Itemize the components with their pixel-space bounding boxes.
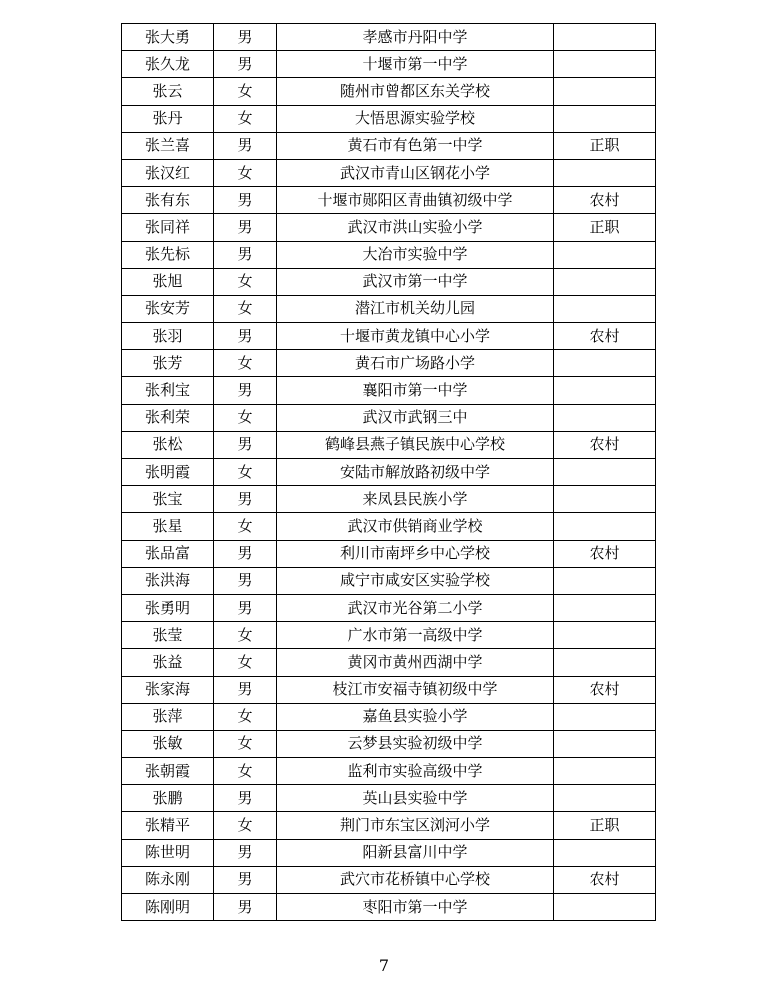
cell-sex: 男 <box>214 51 277 78</box>
cell-name: 张宝 <box>122 486 214 513</box>
cell-note <box>554 295 656 322</box>
table-row <box>122 594 656 621</box>
roster-table <box>121 23 656 921</box>
cell-note <box>554 241 656 268</box>
table-row <box>122 703 656 730</box>
cell-school: 大悟思源实验学校 <box>277 105 554 132</box>
cell-school: 监利市实验高级中学 <box>277 758 554 785</box>
cell-note: 农村 <box>554 866 656 893</box>
cell-name: 张先标 <box>122 241 214 268</box>
table-row <box>122 241 656 268</box>
cell-school: 随州市曾都区东关学校 <box>277 78 554 105</box>
cell-sex: 男 <box>214 785 277 812</box>
cell-sex: 女 <box>214 703 277 730</box>
cell-school: 十堰市第一中学 <box>277 51 554 78</box>
cell-school: 武汉市洪山实验小学 <box>277 214 554 241</box>
cell-school: 武汉市光谷第二小学 <box>277 594 554 621</box>
table-row <box>122 323 656 350</box>
table-row <box>122 431 656 458</box>
cell-school: 黄冈市黄州西湖中学 <box>277 649 554 676</box>
cell-note <box>554 105 656 132</box>
cell-note: 正职 <box>554 214 656 241</box>
cell-school: 十堰市黄龙镇中心小学 <box>277 323 554 350</box>
table-row <box>122 404 656 431</box>
cell-school: 广水市第一高级中学 <box>277 622 554 649</box>
cell-sex: 女 <box>214 404 277 431</box>
table-row <box>122 785 656 812</box>
table-row <box>122 459 656 486</box>
roster-table-body <box>122 24 656 921</box>
cell-note <box>554 513 656 540</box>
table-row <box>122 730 656 757</box>
table-row <box>122 676 656 703</box>
cell-name: 张利荣 <box>122 404 214 431</box>
cell-school: 十堰市郧阳区青曲镇初级中学 <box>277 187 554 214</box>
cell-sex: 男 <box>214 132 277 159</box>
cell-school: 武汉市青山区钢花小学 <box>277 159 554 186</box>
cell-name: 张精平 <box>122 812 214 839</box>
cell-name: 张兰喜 <box>122 132 214 159</box>
cell-note <box>554 404 656 431</box>
cell-note <box>554 649 656 676</box>
cell-name: 张勇明 <box>122 594 214 621</box>
cell-name: 张敏 <box>122 730 214 757</box>
cell-name: 张同祥 <box>122 214 214 241</box>
cell-sex: 女 <box>214 78 277 105</box>
cell-name: 张洪海 <box>122 567 214 594</box>
cell-note <box>554 159 656 186</box>
cell-note <box>554 486 656 513</box>
cell-sex: 女 <box>214 758 277 785</box>
cell-note <box>554 730 656 757</box>
cell-name: 张朝霞 <box>122 758 214 785</box>
cell-school: 鹤峰县燕子镇民族中心学校 <box>277 431 554 458</box>
cell-sex: 男 <box>214 24 277 51</box>
cell-sex: 男 <box>214 894 277 921</box>
cell-school: 武汉市供销商业学校 <box>277 513 554 540</box>
cell-note <box>554 567 656 594</box>
cell-name: 张汉红 <box>122 159 214 186</box>
cell-sex: 男 <box>214 214 277 241</box>
cell-sex: 男 <box>214 323 277 350</box>
table-row <box>122 377 656 404</box>
cell-sex: 男 <box>214 187 277 214</box>
cell-note <box>554 594 656 621</box>
cell-note <box>554 894 656 921</box>
cell-sex: 女 <box>214 159 277 186</box>
cell-sex: 男 <box>214 241 277 268</box>
cell-school: 英山县实验中学 <box>277 785 554 812</box>
table-row <box>122 894 656 921</box>
cell-school: 黄石市有色第一中学 <box>277 132 554 159</box>
cell-name: 张安芳 <box>122 295 214 322</box>
cell-note <box>554 51 656 78</box>
cell-name: 张松 <box>122 431 214 458</box>
cell-sex: 男 <box>214 839 277 866</box>
cell-note: 农村 <box>554 540 656 567</box>
table-row <box>122 540 656 567</box>
table-row <box>122 78 656 105</box>
table-row <box>122 350 656 377</box>
table-row <box>122 24 656 51</box>
cell-sex: 男 <box>214 676 277 703</box>
cell-name: 张明霞 <box>122 459 214 486</box>
table-row <box>122 513 656 540</box>
cell-name: 张丹 <box>122 105 214 132</box>
cell-note: 农村 <box>554 676 656 703</box>
cell-name: 张星 <box>122 513 214 540</box>
cell-name: 张大勇 <box>122 24 214 51</box>
table-row <box>122 105 656 132</box>
cell-note: 农村 <box>554 187 656 214</box>
table-row <box>122 567 656 594</box>
cell-sex: 男 <box>214 377 277 404</box>
cell-school: 襄阳市第一中学 <box>277 377 554 404</box>
cell-note: 农村 <box>554 323 656 350</box>
cell-note: 正职 <box>554 812 656 839</box>
table-row <box>122 132 656 159</box>
table-row <box>122 866 656 893</box>
cell-school: 云梦县实验初级中学 <box>277 730 554 757</box>
table-row <box>122 486 656 513</box>
table-row <box>122 839 656 866</box>
table-row <box>122 214 656 241</box>
cell-school: 咸宁市咸安区实验学校 <box>277 567 554 594</box>
cell-sex: 女 <box>214 622 277 649</box>
cell-note <box>554 703 656 730</box>
cell-sex: 女 <box>214 459 277 486</box>
cell-note <box>554 839 656 866</box>
cell-sex: 女 <box>214 730 277 757</box>
cell-name: 张久龙 <box>122 51 214 78</box>
cell-sex: 男 <box>214 486 277 513</box>
cell-name: 张云 <box>122 78 214 105</box>
cell-school: 枝江市安福寺镇初级中学 <box>277 676 554 703</box>
cell-school: 潜江市机关幼儿园 <box>277 295 554 322</box>
cell-sex: 男 <box>214 567 277 594</box>
table-row <box>122 812 656 839</box>
cell-school: 武穴市花桥镇中心学校 <box>277 866 554 893</box>
cell-school: 孝感市丹阳中学 <box>277 24 554 51</box>
cell-name: 陈永刚 <box>122 866 214 893</box>
cell-note <box>554 268 656 295</box>
cell-name: 张莹 <box>122 622 214 649</box>
cell-sex: 女 <box>214 268 277 295</box>
cell-school: 安陆市解放路初级中学 <box>277 459 554 486</box>
table-row <box>122 187 656 214</box>
cell-school: 嘉鱼县实验小学 <box>277 703 554 730</box>
cell-sex: 女 <box>214 649 277 676</box>
cell-name: 张品富 <box>122 540 214 567</box>
table-row <box>122 649 656 676</box>
cell-name: 陈刚明 <box>122 894 214 921</box>
table-row <box>122 295 656 322</box>
table-row <box>122 758 656 785</box>
cell-sex: 女 <box>214 812 277 839</box>
cell-note <box>554 24 656 51</box>
cell-sex: 男 <box>214 540 277 567</box>
cell-school: 黄石市广场路小学 <box>277 350 554 377</box>
cell-note <box>554 785 656 812</box>
cell-sex: 男 <box>214 431 277 458</box>
cell-note <box>554 350 656 377</box>
cell-sex: 男 <box>214 594 277 621</box>
cell-school: 大冶市实验中学 <box>277 241 554 268</box>
cell-sex: 女 <box>214 350 277 377</box>
cell-name: 张羽 <box>122 323 214 350</box>
table-row <box>122 51 656 78</box>
cell-school: 阳新县富川中学 <box>277 839 554 866</box>
table-row <box>122 622 656 649</box>
cell-name: 张鹏 <box>122 785 214 812</box>
cell-name: 张利宝 <box>122 377 214 404</box>
cell-school: 来凤县民族小学 <box>277 486 554 513</box>
cell-name: 张芳 <box>122 350 214 377</box>
cell-name: 张旭 <box>122 268 214 295</box>
cell-note <box>554 758 656 785</box>
cell-sex: 女 <box>214 513 277 540</box>
cell-name: 张有东 <box>122 187 214 214</box>
cell-note <box>554 377 656 404</box>
cell-name: 张益 <box>122 649 214 676</box>
cell-name: 张萍 <box>122 703 214 730</box>
table-row <box>122 268 656 295</box>
cell-school: 利川市南坪乡中心学校 <box>277 540 554 567</box>
cell-note <box>554 459 656 486</box>
cell-note <box>554 78 656 105</box>
cell-name: 张家海 <box>122 676 214 703</box>
cell-sex: 女 <box>214 295 277 322</box>
cell-school: 武汉市第一中学 <box>277 268 554 295</box>
cell-note <box>554 622 656 649</box>
cell-sex: 女 <box>214 105 277 132</box>
cell-note: 正职 <box>554 132 656 159</box>
cell-school: 武汉市武钢三中 <box>277 404 554 431</box>
cell-sex: 男 <box>214 866 277 893</box>
cell-note: 农村 <box>554 431 656 458</box>
cell-name: 陈世明 <box>122 839 214 866</box>
cell-school: 枣阳市第一中学 <box>277 894 554 921</box>
cell-school: 荆门市东宝区浏河小学 <box>277 812 554 839</box>
table-row <box>122 159 656 186</box>
page-number: 7 <box>378 956 390 975</box>
